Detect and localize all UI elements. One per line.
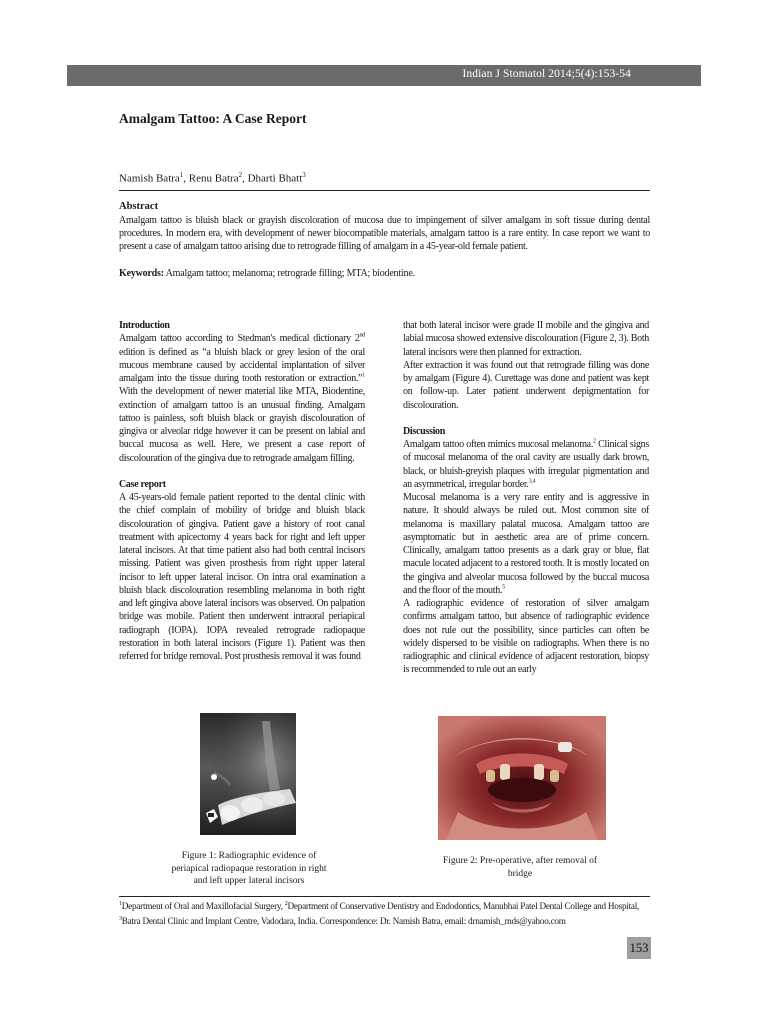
- figure-1-radiograph-image: [200, 713, 296, 835]
- radiograph-illustration: [200, 713, 296, 835]
- introduction-paragraph: [119, 332, 365, 465]
- affiliation-text: Batra Dental Clinic and Implant Centre, Vadodara, India. Correspondence: Dr. Namish Batra, email: drnamish_mds@yahoo.com: [121, 915, 566, 926]
- discussion-paragraph: [403, 491, 649, 597]
- journal-header-bar: [67, 65, 701, 86]
- right-column: [403, 319, 649, 677]
- figure-1-caption: Figure 1: Radiographic evidence of periapical radiopaque restoration in right and left upper lateral incisors: [171, 851, 327, 886]
- keywords-label: Keywords:: [119, 268, 164, 279]
- affiliation-mark: 1: [119, 901, 122, 907]
- left-column: [119, 319, 365, 663]
- divider-footnote: [119, 896, 650, 897]
- case-report-paragraph: A 45-years-old female patient reported to the dental clinic with the chief complain of mobility of bridge and bluish black discolouration of gingiva. Patient gave a history of root canal treatment with apicectomy 4 years back for right and left upper lateral incisors. At that time patient also had both central incisors missing. Patient was given prosthesis from right upper lateral incisor to left upper lateral incisor. On intra oral examination a bluish black discolouration resembling melanoma in both right and left gingiva above lateral incisors was observed. On palpation bridge was mobile. Patient then underwent intraoral periapical radiograph (IOPA). IOPA revealed retrograde radiopaque restoration in both lateral incisors (Figure 1). Patient was then referred for bridge removal. Post prosthesis removal it was found: [119, 492, 365, 662]
- discussion-text: Clinical signs of mucosal melanoma of the oral cavity are usually dark brown, black, or bluish-greyish plaques with irregular pigmentation and an asymmetrical, irregular border.: [403, 439, 649, 490]
- abstract-text: Amalgam tattoo is bluish black or grayish discoloration of mucosa due to impingement of silver amalgam in soft tissue during dental procedures. In modern era, with development of newer biocompatible materials, amalgam tattoo is a rare entity. In case report we want to present a case of amalgam tattoo arising due to retrograde filling of amalgam in a 45-year-old female patient.: [119, 215, 650, 252]
- affiliation-mark: 2: [284, 901, 288, 907]
- introduction-text: Amalgam tattoo according to Stedman's medical dictionary 2: [119, 333, 360, 345]
- keywords: [119, 268, 415, 279]
- discussion-text: Amalgam tattoo often mimics mucosal melanoma.: [403, 439, 594, 450]
- affiliation-text: Department of Oral and Maxillofacial Surgery,: [121, 901, 285, 912]
- keywords-text: Amalgam tattoo; melanoma; retrograde filling; MTA; biodentine.: [163, 268, 415, 279]
- author-name: Dharti Bhatt: [247, 172, 303, 185]
- author-list: [119, 171, 306, 185]
- introduction-heading: Introduction: [119, 320, 170, 331]
- discussion-text: Mucosal melanoma is a very rare entity and is aggressive in nature. It should always be ruled out. Most common site of melanoma is maxillary palatal mucosa. Amalgam tattoo are asymptomatic but in aesthetic area are of prime concern. Clinically, amalgam tattoo presents as a dark gray or blue, flat macule located adjacent to a restored tooth. It is mostly located on the gingiva and alveolar mucosa followed by the buccal mucosa and the floor of the mouth.: [403, 492, 649, 596]
- case-report-heading: Case report: [119, 478, 166, 490]
- author-name: Renu Batra: [188, 172, 239, 185]
- intraoral-photo-illustration: [438, 716, 606, 840]
- discussion-heading: Discussion: [403, 425, 446, 437]
- author-separator: ,: [242, 172, 248, 185]
- figure-2-intraoral-photo: [438, 716, 606, 840]
- discussion-paragraph: [403, 438, 649, 491]
- citation-mark: 2: [593, 438, 596, 445]
- affiliation-footnote: [119, 898, 650, 927]
- citation-mark: 1: [362, 372, 365, 379]
- author-affiliation-mark: 2: [238, 171, 243, 179]
- citation-mark: 5: [502, 584, 505, 591]
- case-report-continued-paragraph: that both lateral incisor were grade II mobile and the gingiva and labial mucosa showed extensive discolouration (Figure 2, 3). Both lateral incisors were then planned for extraction.: [403, 320, 650, 358]
- journal-citation: Indian J Stomatol 2014;5(4):153-54: [462, 68, 631, 80]
- discussion-paragraph: A radiographic evidence of restoration of silver amalgam confirms amalgam tattoo, but absence of radiographic evidence does not rule out the possibility, since particles can often be widely dispersed to be visible on radiographs. When there is no radiographic and clinical evidence of adjacent restoration, biopsy is recommended to rule out an early: [403, 598, 649, 676]
- author-affiliation-mark: 1: [179, 171, 184, 179]
- introduction-text: edition is defined as “a bluish black or grey lesion of the oral mucous membrane caused by accidental implantation of silver amalgam into the tissue during tooth restoration or extraction.”: [119, 346, 365, 384]
- article-title: Amalgam Tattoo: A Case Report: [119, 111, 307, 126]
- divider-top: [119, 190, 650, 191]
- abstract-heading: Abstract: [119, 201, 159, 212]
- author-affiliation-mark: 3: [302, 171, 306, 179]
- figure-2-caption: Figure 2: Pre-operative, after removal of bridge: [442, 856, 598, 879]
- affiliation-text: Department of Conservative Dentistry and Endodontics, Manubhai Patel Dental College and Hospital,: [287, 901, 640, 912]
- author-name: Namish Batra: [119, 172, 180, 185]
- introduction-text: With the development of newer material like MTA, Biodentine, extinction of amalgam tattoo is an unusual finding. Amalgam tattoo is painless, soft bluish black or grayish discolouration of gingiva or alveolar ridge however it can be present on labial and buccal mucosa as well. Here, we present a case report of discolouration of the gingiva due to retrograde amalgam filling.: [119, 386, 365, 464]
- page-number: 153: [627, 937, 651, 959]
- author-separator: ,: [183, 172, 189, 185]
- superscript: nd: [359, 332, 365, 339]
- citation-mark: 3,4: [528, 478, 536, 485]
- affiliation-mark: 3: [119, 915, 122, 922]
- case-report-continued-paragraph: After extraction it was found out that retrograde filling was done by amalgam (Figure 4). Curettage was done and patient was kept on follow-up. Later patient underwent depigmentation for discolouration.: [403, 359, 649, 411]
